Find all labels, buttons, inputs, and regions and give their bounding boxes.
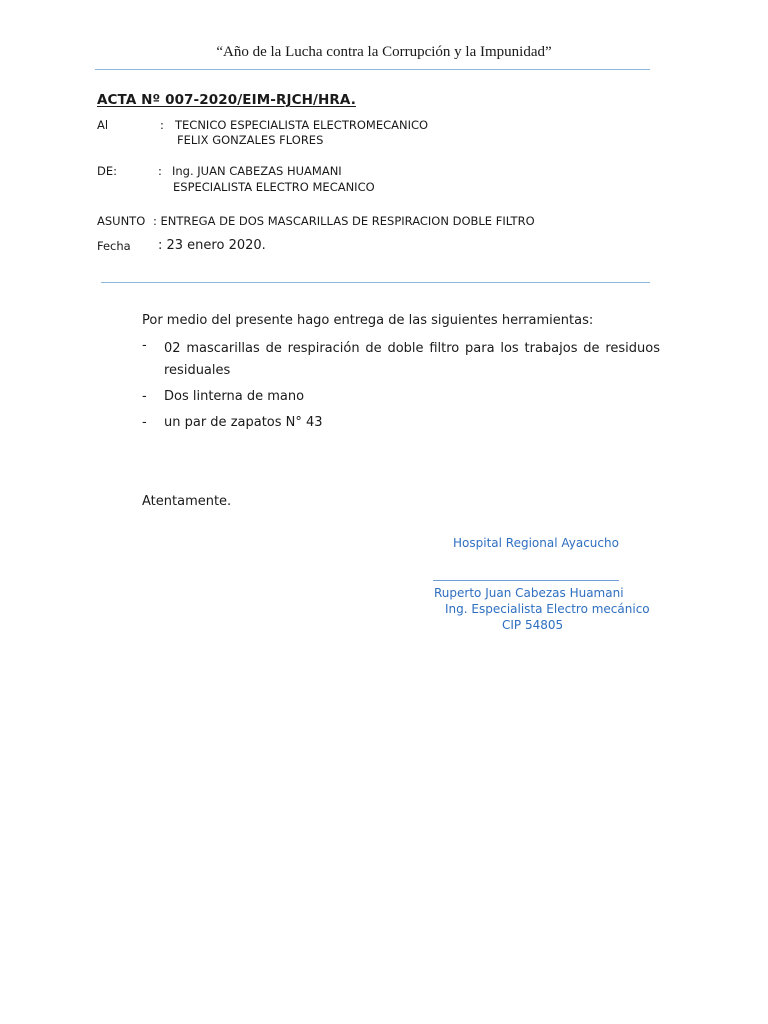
de-sender-title: ESPECIALISTA ELECTRO MECANICO <box>173 180 375 194</box>
asunto-label: ASUNTO <box>97 214 146 228</box>
de-label: DE: <box>97 164 117 178</box>
top-divider <box>95 69 650 70</box>
signature-institution: Hospital Regional Ayacucho <box>453 536 619 550</box>
de-sender-name: Ing. JUAN CABEZAS HUAMANI <box>172 164 342 178</box>
list-item: 02 mascarillas de respiración de doble filtro para los trabajos de residuos residuales <box>164 341 660 378</box>
al-recipient-title: TECNICO ESPECIALISTA ELECTROMECANICO <box>175 118 429 132</box>
list-item: un par de zapatos N° 43 <box>164 415 323 430</box>
asunto-value: : ENTREGA DE DOS MASCARILLAS DE RESPIRACION DOBLE FILTRO <box>153 214 535 228</box>
header-divider <box>101 282 650 283</box>
acta-number: ACTA Nº 007-2020/EIM-RJCH/HRA. <box>97 92 356 108</box>
fecha-value: : 23 enero 2020. <box>158 238 266 253</box>
intro-paragraph: Por medio del presente hago entrega de las siguientes herramientas: <box>142 313 594 328</box>
closing-text: Atentamente. <box>142 494 232 509</box>
signature-line <box>433 580 619 581</box>
signature-cip: CIP 54805 <box>502 618 564 632</box>
bullet-dash: - <box>142 338 147 353</box>
list-item: Dos linterna de mano <box>164 389 305 404</box>
bullet-dash: - <box>142 415 147 430</box>
al-separator: : <box>160 118 164 132</box>
al-label: Al <box>97 118 109 132</box>
fecha-label: Fecha <box>97 239 131 253</box>
signature-name: Ruperto Juan Cabezas Huamani <box>434 586 624 600</box>
document-motto: “Año de la Lucha contra la Corrupción y la Impunidad” <box>216 44 552 60</box>
de-separator: : <box>158 164 162 178</box>
al-recipient-name: FELIX GONZALES FLORES <box>177 133 324 147</box>
bullet-dash: - <box>142 389 147 404</box>
signature-title: Ing. Especialista Electro mecánico <box>445 602 650 616</box>
